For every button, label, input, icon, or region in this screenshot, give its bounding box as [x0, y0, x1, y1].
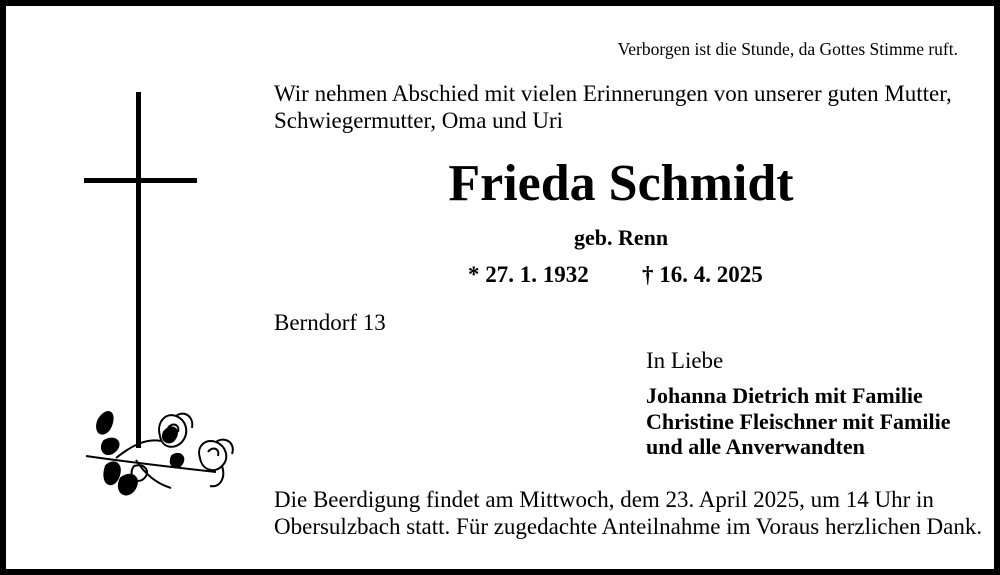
funeral-info	[274, 486, 983, 540]
mourner-entry: und alle Anverwandten	[646, 434, 865, 459]
motto-line: Verborgen ist die Stunde, da Gottes Stimme ruft.	[617, 39, 958, 59]
maiden-name: geb. Renn	[573, 225, 669, 250]
mourners-list	[646, 383, 951, 460]
intro-line: Wir nehmen Abschied mit vielen Erinnerungen von unserer guten Mutter,	[274, 81, 952, 106]
cross-with-roses-illustration	[76, 86, 256, 506]
funeral-line: Obersulzbach statt. Für zugedachte Anteilnahme im Voraus herzlichen Dank.	[274, 514, 983, 539]
rose-branch-icon	[86, 412, 233, 494]
intro-text	[274, 80, 986, 134]
intro-line: Schwiegermutter, Oma und Uri	[274, 108, 564, 133]
funeral-line: Die Beerdigung findet am Mittwoch, dem 23. April 2025, um 14 Uhr in	[274, 487, 934, 512]
love-line: In Liebe	[646, 348, 724, 373]
cross-icon	[84, 92, 197, 448]
deceased-name: Frieda Schmidt	[448, 155, 794, 212]
mourner-entry: Johanna Dietrich mit Familie	[646, 383, 923, 408]
mourner-entry: Christine Fleischner mit Familie	[646, 408, 951, 434]
address: Berndorf 13	[274, 310, 386, 335]
death-date: † 16. 4. 2025	[642, 262, 763, 287]
birth-date: * 27. 1. 1932	[468, 262, 589, 287]
